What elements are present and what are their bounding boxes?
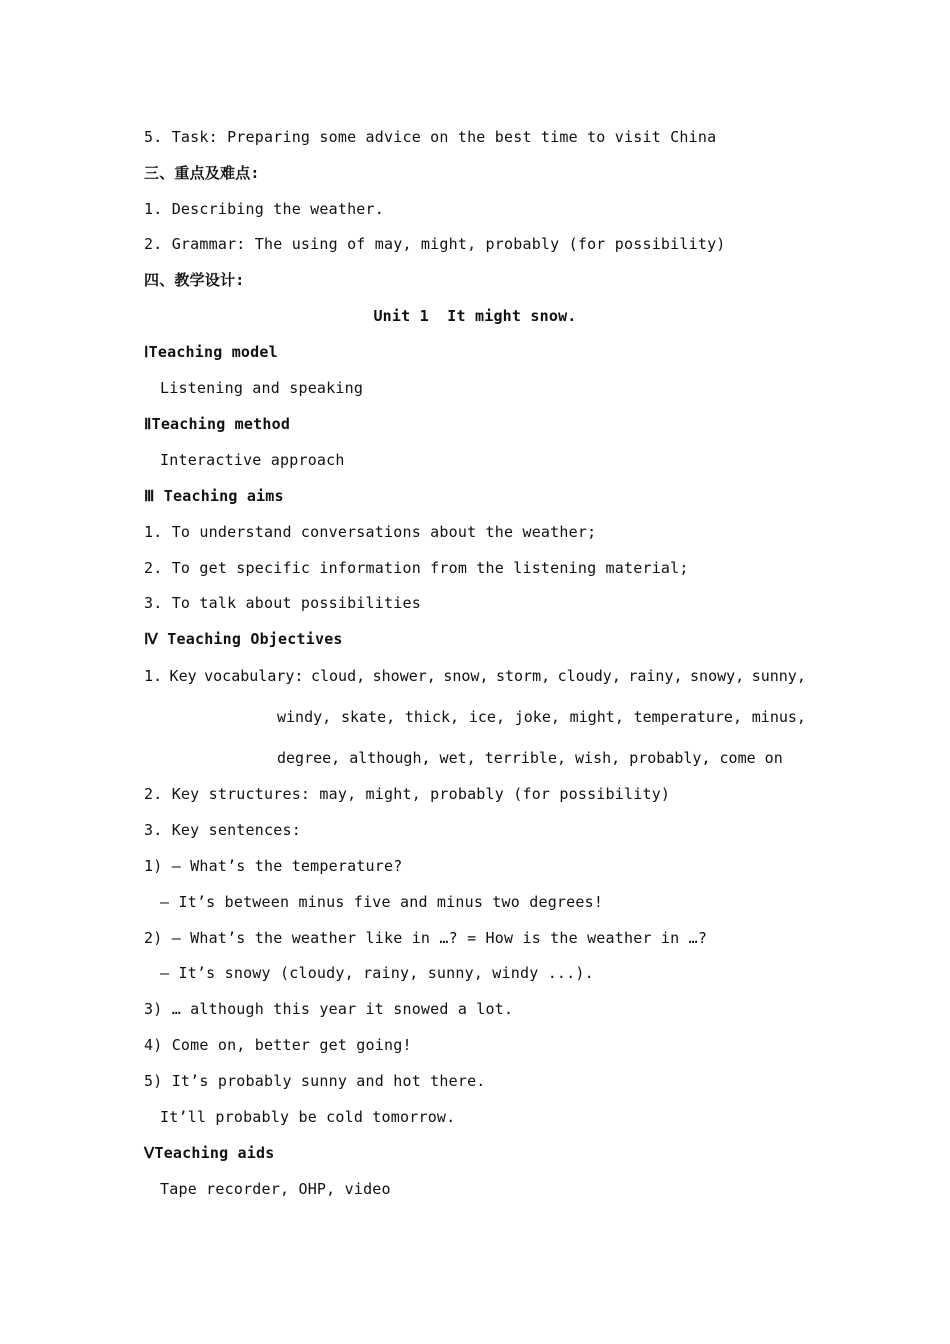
task-line: 5. Task: Preparing some advice on the best time to visit China	[144, 128, 717, 146]
section-teaching-model-body: Listening and speaking	[160, 379, 364, 397]
vocab-row-1	[144, 666, 806, 686]
vocab-word: storm,	[495, 667, 551, 685]
vocab-word: joke,	[514, 708, 560, 726]
key-point-1: 1. Describing the weather.	[144, 200, 384, 218]
vocab-word: cloudy,	[557, 667, 621, 685]
sentence-1-question: 1) — What’s the temperature?	[144, 857, 403, 875]
vocab-word: snowy,	[690, 667, 745, 685]
sentence-3: 3) … although this year it snowed a lot.	[144, 1000, 514, 1018]
sentence-5: 5) It’s probably sunny and hot there.	[144, 1072, 486, 1090]
aim-item-2: 2. To get specific information from the listening material;	[144, 559, 689, 577]
key-sentences-heading: 3. Key sentences:	[144, 821, 301, 839]
sentence-5-continued: It’ll probably be cold tomorrow.	[160, 1108, 456, 1126]
vocab-row-3: degree, although, wet, terrible, wish, probably, come on	[277, 749, 783, 767]
vocab-word: skate,	[340, 708, 396, 726]
vocab-word: temperature,	[633, 708, 742, 726]
vocab-word: minus,	[751, 708, 806, 726]
vocab-word: sunny,	[751, 667, 806, 685]
vocab-word: rainy,	[628, 667, 683, 685]
vocab-word: ice,	[468, 708, 505, 726]
section-teaching-model-heading: ⅠTeaching model	[144, 343, 278, 361]
section-teaching-method-heading: ⅡTeaching method	[144, 415, 291, 433]
aim-item-1: 1. To understand conversations about the weather;	[144, 523, 597, 541]
section-teaching-method-body: Interactive approach	[160, 451, 345, 469]
design-heading: 四、教学设计:	[144, 271, 245, 289]
vocab-word: vocabulary:	[204, 667, 304, 685]
key-point-2: 2. Grammar: The using of may, might, probably (for possibility)	[144, 235, 726, 253]
vocab-word: cloud,	[310, 667, 366, 685]
section-teaching-aims-heading: Ⅲ Teaching aims	[144, 487, 284, 505]
vocab-word: thick,	[404, 708, 460, 726]
vocab-word: snow,	[443, 667, 489, 685]
unit-title: Unit 1 It might snow.	[373, 307, 577, 325]
aim-item-3: 3. To talk about possibilities	[144, 594, 421, 612]
section-teaching-aids-heading: ⅤTeaching aids	[144, 1144, 275, 1162]
vocab-word: 1.	[144, 667, 163, 685]
sentence-2-question: 2) — What’s the weather like in …? = How is the weather in …?	[144, 929, 708, 947]
section-teaching-aids-body: Tape recorder, OHP, video	[160, 1180, 391, 1198]
sentence-4: 4) Come on, better get going!	[144, 1036, 412, 1054]
vocab-row-2	[277, 707, 806, 727]
section-teaching-objectives-heading: Ⅳ Teaching Objectives	[144, 630, 343, 648]
vocab-word: Key	[169, 667, 197, 685]
vocab-word: windy,	[277, 708, 332, 726]
sentence-2-answer: — It’s snowy (cloudy, rainy, sunny, windy ...).	[160, 964, 594, 982]
key-structures: 2. Key structures: may, might, probably (for possibility)	[144, 785, 671, 803]
key-points-heading: 三、重点及难点:	[144, 164, 260, 182]
vocab-word: might,	[569, 708, 624, 726]
sentence-1-answer: — It’s between minus five and minus two degrees!	[160, 893, 604, 911]
vocab-word: shower,	[372, 667, 436, 685]
